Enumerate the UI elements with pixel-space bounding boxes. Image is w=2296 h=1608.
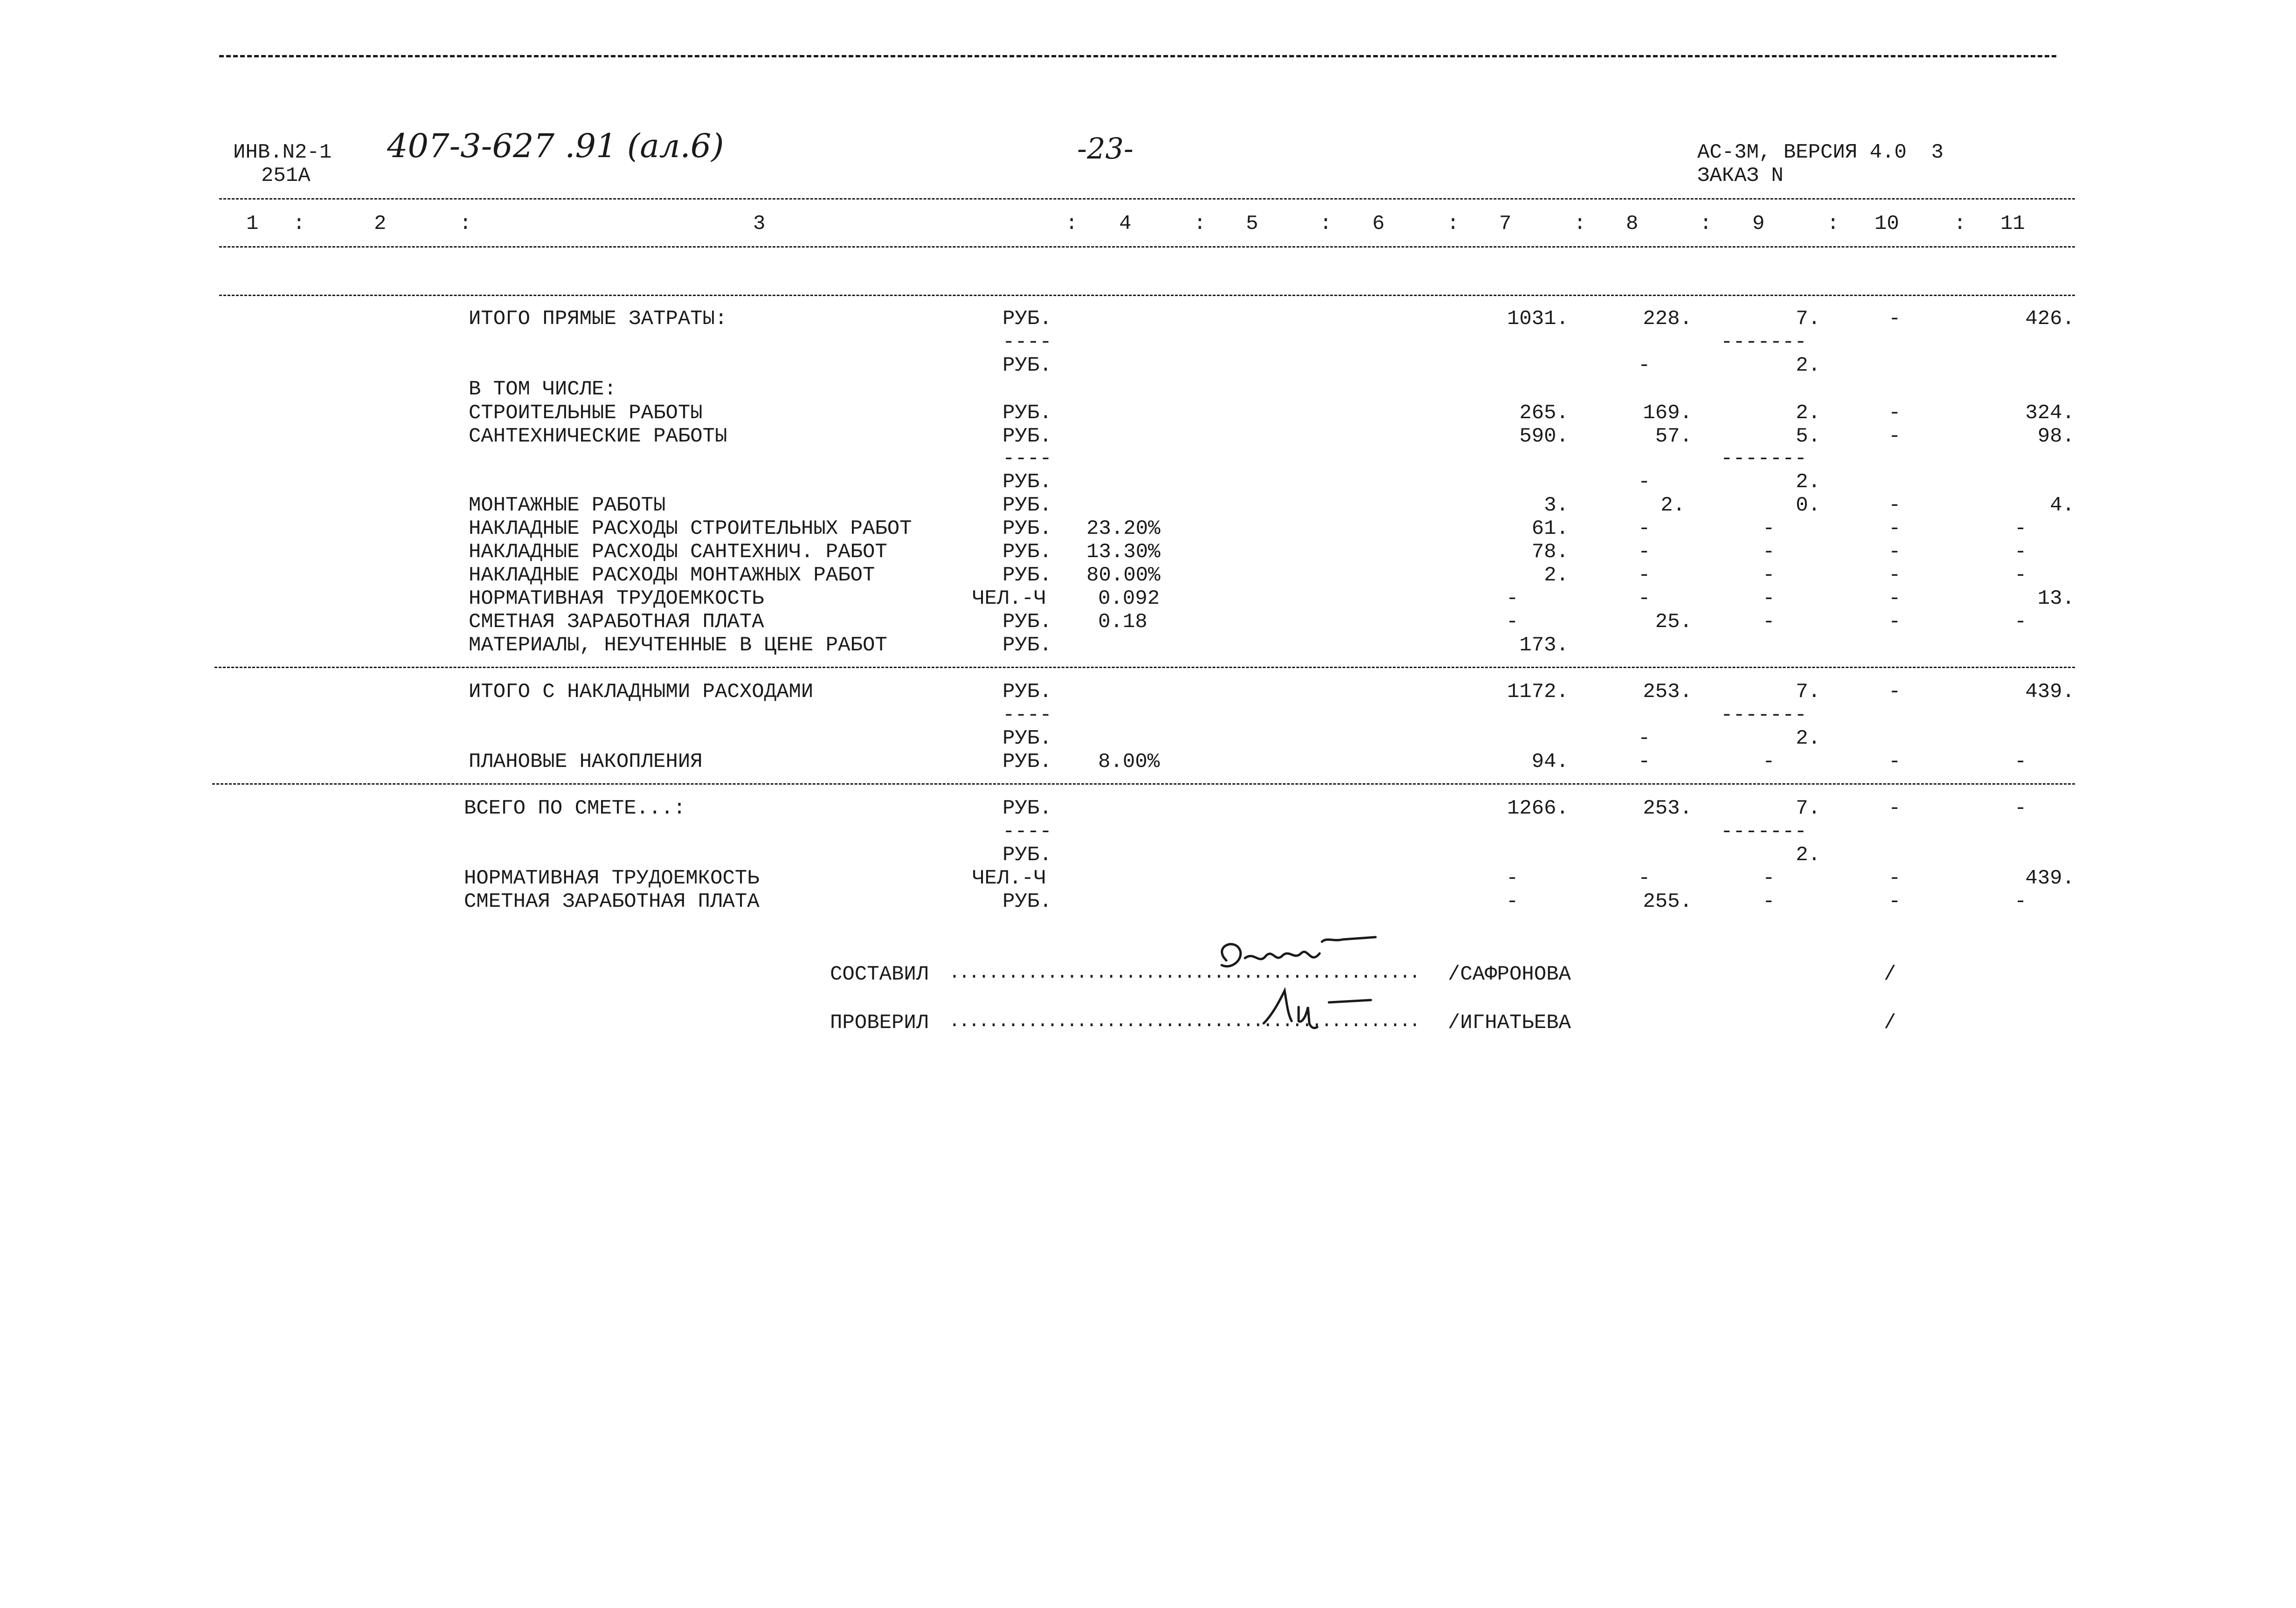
cell-col10: - [1888,610,1901,634]
cell-col7: 173. [1519,634,1569,657]
cell-col10: - [1888,307,1901,331]
cell-col7: 3. [1544,494,1569,517]
cell-col11: 13. [2037,587,2075,610]
cell-col8: - [1638,517,1651,540]
cell-col7: 1031. [1507,307,1569,331]
cell-col10: - [1888,797,1901,820]
cell-col8: - [1638,354,1651,377]
row-unit: РУБ. [1003,517,1052,540]
col-number: 8 [1626,212,1639,235]
cell-col9: 7. [1796,797,1820,820]
top-perforation-line [219,55,2056,57]
cell-col7: - [1506,867,1519,890]
col-number: 10 [1874,212,1899,235]
cell-col10: - [1888,401,1901,425]
section-rule [212,783,2075,785]
cell-col7: 94. [1531,750,1569,773]
cell-col7: 1172. [1507,680,1569,704]
checker-signature [1259,986,1380,1033]
cell-col11: - [2014,890,2027,913]
program-version: АС-3М, ВЕРСИЯ 4.0 3 [1697,141,1944,164]
cell-col4: 0.18 [1098,610,1148,634]
cell-col7: 78. [1531,540,1569,564]
row-unit: РУБ. [1003,494,1052,517]
cell-col10: - [1888,494,1901,517]
row-label: НОРМАТИВНАЯ ТРУДОЕМКОСТЬ [469,587,764,610]
cell-col8: 25. [1655,610,1692,634]
col-separator: : [1827,212,1840,235]
cell-col9: - [1763,540,1775,564]
checked-by-end: / [1884,1011,1896,1035]
inventory-sub: 251А [261,164,311,187]
cell-col10: - [1888,867,1901,890]
cell-col9: 5. [1796,425,1820,448]
handwritten-project-code: 407-3-627 .91 (ал.6) [387,127,724,165]
col-separator: : [1700,212,1712,235]
checked-by-name: /ИГНАТЬЕВА [1448,1011,1571,1035]
cell-col8: 253. [1643,680,1692,704]
cell-col11: - [2014,564,2027,587]
cell-col10: - [1888,425,1901,448]
composed-by-dots: ................................................ [949,963,1419,984]
cell-col7: 265. [1519,401,1569,425]
row-unit: РУБ. [1003,610,1052,634]
cell-col11: - [2014,610,2027,634]
cell-col9: 2. [1796,727,1820,750]
row-unit: РУБ. [1003,354,1052,377]
cell-col11: 98. [2037,425,2075,448]
fraction-underline: ------- [1721,447,1807,470]
col-number: 3 [753,212,766,235]
cell-col8: 2. [1660,494,1685,517]
row-unit: РУБ. [1003,307,1052,331]
cell-col9: 2. [1796,843,1820,867]
cell-col8: - [1638,470,1651,494]
cell-col4: 8.00% [1098,750,1160,773]
col-separator: : [1320,212,1332,235]
cell-col7: - [1506,587,1519,610]
row-unit: РУБ. [1003,470,1052,494]
col-separator: : [1954,212,1966,235]
cell-col7: - [1506,890,1519,913]
cell-col8: - [1638,564,1651,587]
row-label: САНТЕХНИЧЕСКИЕ РАБОТЫ [469,425,727,448]
row-label: СТРОИТЕЛЬНЫЕ РАБОТЫ [469,401,703,425]
row-unit: ЧЕЛ.-Ч [972,587,1046,610]
row-label: ИТОГО С НАКЛАДНЫМИ РАСХОДАМИ [469,680,814,704]
unit-underline: ---- [1003,820,1052,843]
cell-col4: 13.30% [1086,540,1161,564]
cell-col4: 23.20% [1086,517,1161,540]
col-number: 4 [1119,212,1132,235]
page-number: -23- [1077,131,1134,166]
cell-col11: 439. [2025,867,2075,890]
cell-col9: - [1763,750,1775,773]
row-unit: РУБ. [1003,750,1052,773]
cell-col8: 255. [1643,890,1692,913]
cell-col11: - [2014,517,2027,540]
cell-col11: 324. [2025,401,2075,425]
row-unit: РУБ. [1003,540,1052,564]
cell-col7: - [1506,610,1519,634]
row-unit: РУБ. [1003,401,1052,425]
col-separator: : [1065,212,1078,235]
cell-col11: 439. [2025,680,2075,704]
column-header-top-rule [219,198,2075,200]
cell-col8: - [1638,587,1651,610]
row-unit: ЧЕЛ.-Ч [972,867,1046,890]
col-number: 6 [1372,212,1385,235]
cell-col9: - [1763,890,1775,913]
cell-col9: - [1763,517,1775,540]
cell-col9: 2. [1796,354,1820,377]
col-number: 11 [2000,212,2025,235]
row-label: НАКЛАДНЫЕ РАСХОДЫ СТРОИТЕЛЬНЫХ РАБОТ [469,517,912,540]
row-unit: РУБ. [1003,890,1052,913]
col-separator: : [1574,212,1586,235]
column-header-bottom-rule [219,246,2075,248]
cell-col9: - [1763,564,1775,587]
col-number: 1 [246,212,259,235]
cell-col8: 57. [1655,425,1692,448]
cell-col10: - [1888,540,1901,564]
cell-col9: - [1763,610,1775,634]
cell-col11: - [2014,750,2027,773]
cell-col10: - [1888,587,1901,610]
cell-col8: 253. [1643,797,1692,820]
col-number: 5 [1246,212,1259,235]
row-unit: РУБ. [1003,727,1052,750]
col-separator: : [293,212,305,235]
unit-underline: ---- [1003,331,1052,354]
col-separator: : [459,212,472,235]
cell-col9: 2. [1796,470,1820,494]
row-label: ИТОГО ПРЯМЫЕ ЗАТРАТЫ: [469,307,727,331]
cell-col10: - [1888,890,1901,913]
col-separator: : [1194,212,1206,235]
row-label: В ТОМ ЧИСЛЕ: [469,378,616,401]
row-label: НАКЛАДНЫЕ РАСХОДЫ МОНТАЖНЫХ РАБОТ [469,564,875,587]
row-label: НАКЛАДНЫЕ РАСХОДЫ САНТЕХНИЧ. РАБОТ [469,540,887,564]
row-label: ПЛАНОВЫЕ НАКОПЛЕНИЯ [469,750,703,773]
cell-col9: - [1763,867,1775,890]
cell-col7: 61. [1531,517,1569,540]
cell-col11: 426. [2025,307,2075,331]
section-rule [214,667,2075,668]
cell-col11: - [2014,797,2027,820]
cell-col9: 0. [1796,494,1820,517]
row-unit: РУБ. [1003,564,1052,587]
unit-underline: ---- [1003,704,1052,727]
cell-col7: 2. [1544,564,1569,587]
cell-col9: - [1763,587,1775,610]
composer-signature [1208,932,1385,984]
cell-col8: - [1638,727,1651,750]
row-label: МАТЕРИАЛЫ, НЕУЧТЕННЫЕ В ЦЕНЕ РАБОТ [469,634,887,657]
composed-by-label: СОСТАВИЛ [830,963,929,986]
row-unit: РУБ. [1003,680,1052,704]
col-number: 7 [1499,212,1512,235]
cell-col10: - [1888,750,1901,773]
cell-col10: - [1888,680,1901,704]
checked-by-label: ПРОВЕРИЛ [830,1011,929,1035]
fraction-underline: ------- [1721,820,1807,843]
cell-col11: - [2014,540,2027,564]
row-unit: РУБ. [1003,797,1052,820]
row-unit: РУБ. [1003,425,1052,448]
cell-col9: 7. [1796,680,1820,704]
col-number: 9 [1752,212,1765,235]
row-label: СМЕТНАЯ ЗАРАБОТНАЯ ПЛАТА [464,890,760,913]
cell-col9: 7. [1796,307,1820,331]
cell-col9: 2. [1796,401,1820,425]
row-unit: РУБ. [1003,634,1052,657]
row-unit: РУБ. [1003,843,1052,867]
row-label: НОРМАТИВНАЯ ТРУДОЕМКОСТЬ [464,867,760,890]
col-number: 2 [374,212,387,235]
cell-col7: 1266. [1507,797,1569,820]
col-separator: : [1447,212,1459,235]
cell-col8: - [1638,750,1651,773]
order-number: ЗАКАЗ N [1697,164,1784,187]
cell-col7: 590. [1519,425,1569,448]
composed-by-end: / [1884,963,1896,986]
cell-col10: - [1888,564,1901,587]
cell-col8: - [1638,867,1651,890]
cell-col8: 169. [1643,401,1692,425]
cell-col4: 0.092 [1098,587,1160,610]
checked-by-dots: ................................................ [949,1011,1419,1032]
cell-col8: 228. [1643,307,1692,331]
unit-underline: ---- [1003,447,1052,470]
composed-by-name: /САФРОНОВА [1448,963,1571,986]
row-label: ВСЕГО ПО СМЕТЕ...: [464,797,686,820]
cell-col8: - [1638,540,1651,564]
row-label: МОНТАЖНЫЕ РАБОТЫ [469,494,666,517]
cell-col11: 4. [2050,494,2075,517]
fraction-underline: ------- [1721,331,1807,354]
fraction-underline: ------- [1721,704,1807,727]
row-label: СМЕТНАЯ ЗАРАБОТНАЯ ПЛАТА [469,610,764,634]
inventory-label: ИНВ.N2-1 [233,141,332,164]
cell-col10: - [1888,517,1901,540]
cell-col4: 80.00% [1086,564,1161,587]
section-rule [219,295,2075,296]
